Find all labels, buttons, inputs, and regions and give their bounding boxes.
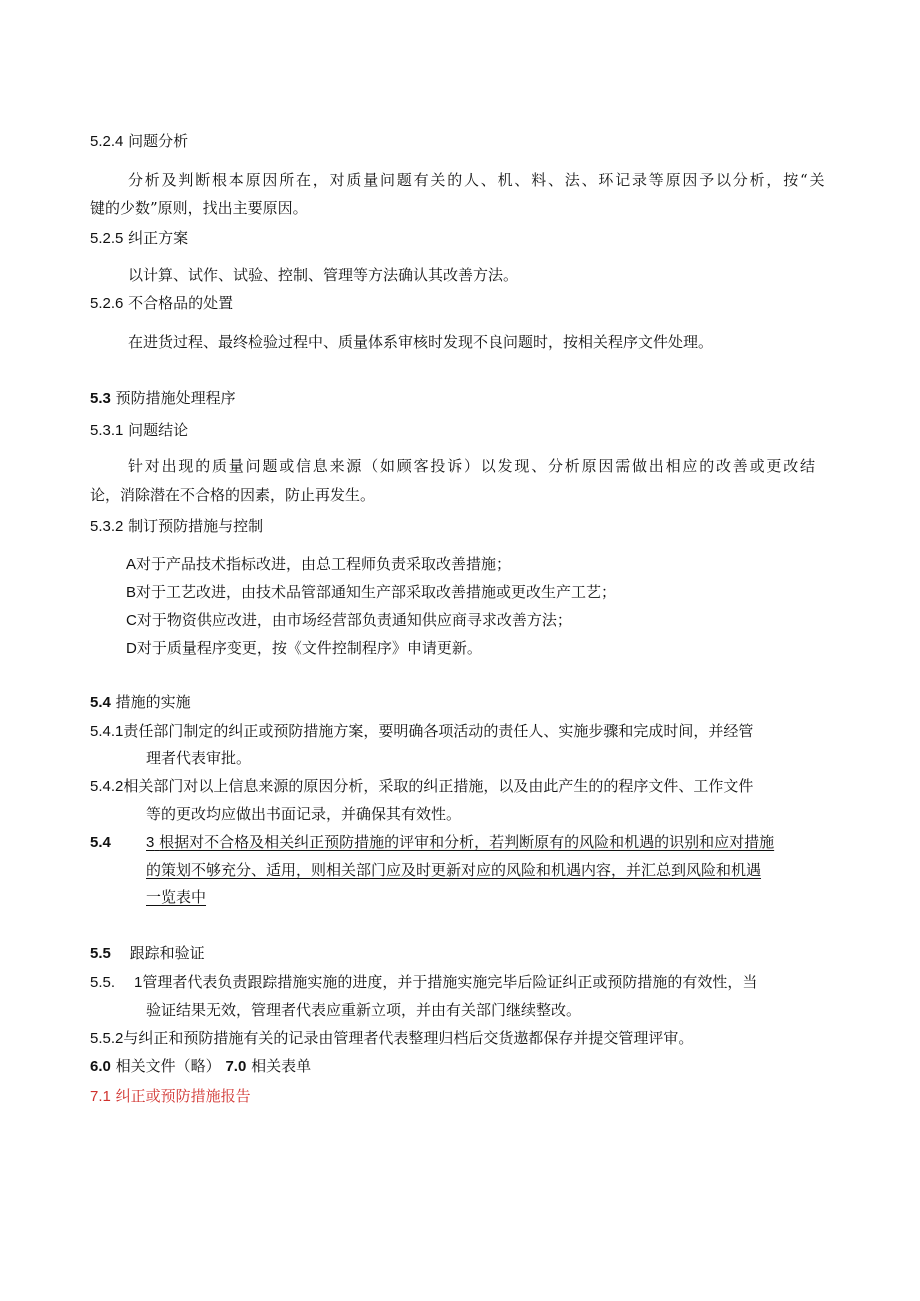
list-item bbox=[126, 638, 482, 659]
section-title: 问题分析 bbox=[128, 132, 189, 150]
item-text bbox=[134, 972, 757, 993]
section-number: 5.5. bbox=[90, 974, 116, 991]
form-link-7-1[interactable] bbox=[90, 1086, 251, 1107]
paragraph-line: 分析及判断根本原因所在，对质量问题有关的人、机、料、法、环记录等原因予以分析，按“关 bbox=[128, 171, 827, 189]
section-number: 6.0 bbox=[90, 1058, 111, 1075]
heading-5-3 bbox=[90, 388, 236, 409]
section-title: 不合格品的处置 bbox=[128, 294, 234, 312]
item-5-4-1 bbox=[90, 721, 753, 742]
section-number: 5.3 bbox=[90, 390, 111, 407]
paragraph-line: 在进货过程、最终检验过程中、质量体系审核时发现不良问题时，按相关程序文件处理。 bbox=[128, 333, 714, 351]
item-text: 与纠正和预防措施有关的记录由管理者代表整理归档后交货遨都保存并提交管理评审。 bbox=[123, 1029, 694, 1047]
item-text: 相关部门对以上信息来源的原因分析，采取的纠正措施，以及由此产生的的程序文件、工作文件 bbox=[123, 777, 754, 795]
list-item bbox=[126, 554, 511, 575]
section-title: 纠正方案 bbox=[128, 229, 189, 247]
section-number: 5.3.2 bbox=[90, 518, 124, 535]
list-text: 对于物资供应改进，由市场经营部负责通知供应商寻求改善方法； bbox=[136, 611, 572, 629]
paragraph-line: 以计算、试作、试验、控制、管理等方法确认其改善方法。 bbox=[128, 266, 519, 284]
section-number: 5.2.5 bbox=[90, 230, 124, 247]
list-letter: D bbox=[126, 640, 137, 657]
section-title: 措施的实施 bbox=[115, 693, 191, 711]
section-title: 相关表单 bbox=[251, 1057, 312, 1075]
section-number: 5.4 bbox=[90, 834, 111, 851]
list-item bbox=[126, 610, 572, 631]
item-continuation: 验证结果无效，管理者代表应重新立项，并由有关部门继续整改。 bbox=[146, 1001, 582, 1019]
heading-5-2-5 bbox=[90, 228, 188, 249]
section-title: 跟踪和验证 bbox=[129, 944, 205, 962]
sub-number: 3 bbox=[146, 834, 155, 851]
section-title: 制订预防措施与控制 bbox=[128, 517, 264, 535]
heading-5-2-6 bbox=[90, 293, 233, 314]
section-number: 5.5 bbox=[90, 945, 111, 962]
section-number: 5.4.1 bbox=[90, 723, 124, 740]
item-continuation: 理者代表审批。 bbox=[146, 749, 252, 767]
item-continuation: 等的更改均应做出书面记录，并确保其有效性。 bbox=[146, 805, 462, 823]
section-title: 问题结论 bbox=[128, 421, 189, 439]
item-continuation: 的策划不够充分、适用，则相关部门应及时更新对应的风险和机遇内容，并汇总到风险和机遇 bbox=[146, 861, 762, 879]
sub-number: 1 bbox=[134, 974, 143, 991]
heading-5-3-1 bbox=[90, 420, 188, 441]
item-continuation: 一览表中 bbox=[146, 888, 207, 906]
section-number: 7.1 bbox=[90, 1088, 111, 1105]
heading-6-0-7-0 bbox=[90, 1056, 311, 1077]
item-text-line: 管理者代表负责跟踪措施实施的进度，并于措施实施完毕后险证纠正或预防措施的有效性，当 bbox=[142, 973, 758, 991]
heading-5-4 bbox=[90, 692, 191, 713]
section-number: 5.4 bbox=[90, 694, 111, 711]
section-number: 5.2.6 bbox=[90, 295, 124, 312]
section-title: 相关文件（略） bbox=[115, 1057, 221, 1075]
item-5-4-2 bbox=[90, 776, 753, 797]
list-text: 对于产品技术指标改进，由总工程师负责采取改善措施； bbox=[136, 555, 512, 573]
section-title: 预防措施处理程序 bbox=[115, 389, 236, 407]
section-number: 7.0 bbox=[225, 1058, 247, 1075]
item-text bbox=[146, 832, 774, 853]
list-letter: B bbox=[126, 584, 137, 601]
list-letter: A bbox=[126, 556, 137, 573]
list-text: 对于工艺改进，由技术品管部通知生产部采取改善措施或更改生产工艺； bbox=[136, 583, 617, 601]
item-5-4-3 bbox=[90, 832, 111, 853]
section-number: 5.4.2 bbox=[90, 778, 124, 795]
item-5-5-1 bbox=[90, 972, 115, 993]
list-item bbox=[126, 582, 616, 603]
item-5-5-2 bbox=[90, 1028, 693, 1049]
heading-5-5 bbox=[90, 943, 205, 964]
item-text-line: 根据对不合格及相关纠正预防措施的评审和分析，若判断原有的风险和机遇的识别和应对措施 bbox=[159, 833, 775, 851]
list-text: 对于质量程序变更，按《文件控制程序》申请更新。 bbox=[136, 639, 482, 657]
section-number: 5.5.2 bbox=[90, 1030, 124, 1047]
paragraph-line: 针对出现的质量问题或信息来源（如顾客投诉）以发现、分析原因需做出相应的改善或更改结 bbox=[128, 457, 817, 475]
item-text: 责任部门制定的纠正或预防措施方案，要明确各项活动的责任人、实施步骤和完成时间，并经管 bbox=[123, 722, 754, 740]
heading-5-3-2 bbox=[90, 516, 263, 537]
heading-5-2-4 bbox=[90, 131, 188, 152]
paragraph-line: 论，消除潜在不合格的因素，防止再发生。 bbox=[90, 486, 376, 504]
paragraph-line: 键的少数”原则，找出主要原因。 bbox=[90, 199, 308, 217]
section-number: 5.2.4 bbox=[90, 133, 124, 150]
list-letter: C bbox=[126, 612, 137, 629]
section-number: 5.3.1 bbox=[90, 422, 124, 439]
section-title: 纠正或预防措施报告 bbox=[115, 1087, 251, 1105]
